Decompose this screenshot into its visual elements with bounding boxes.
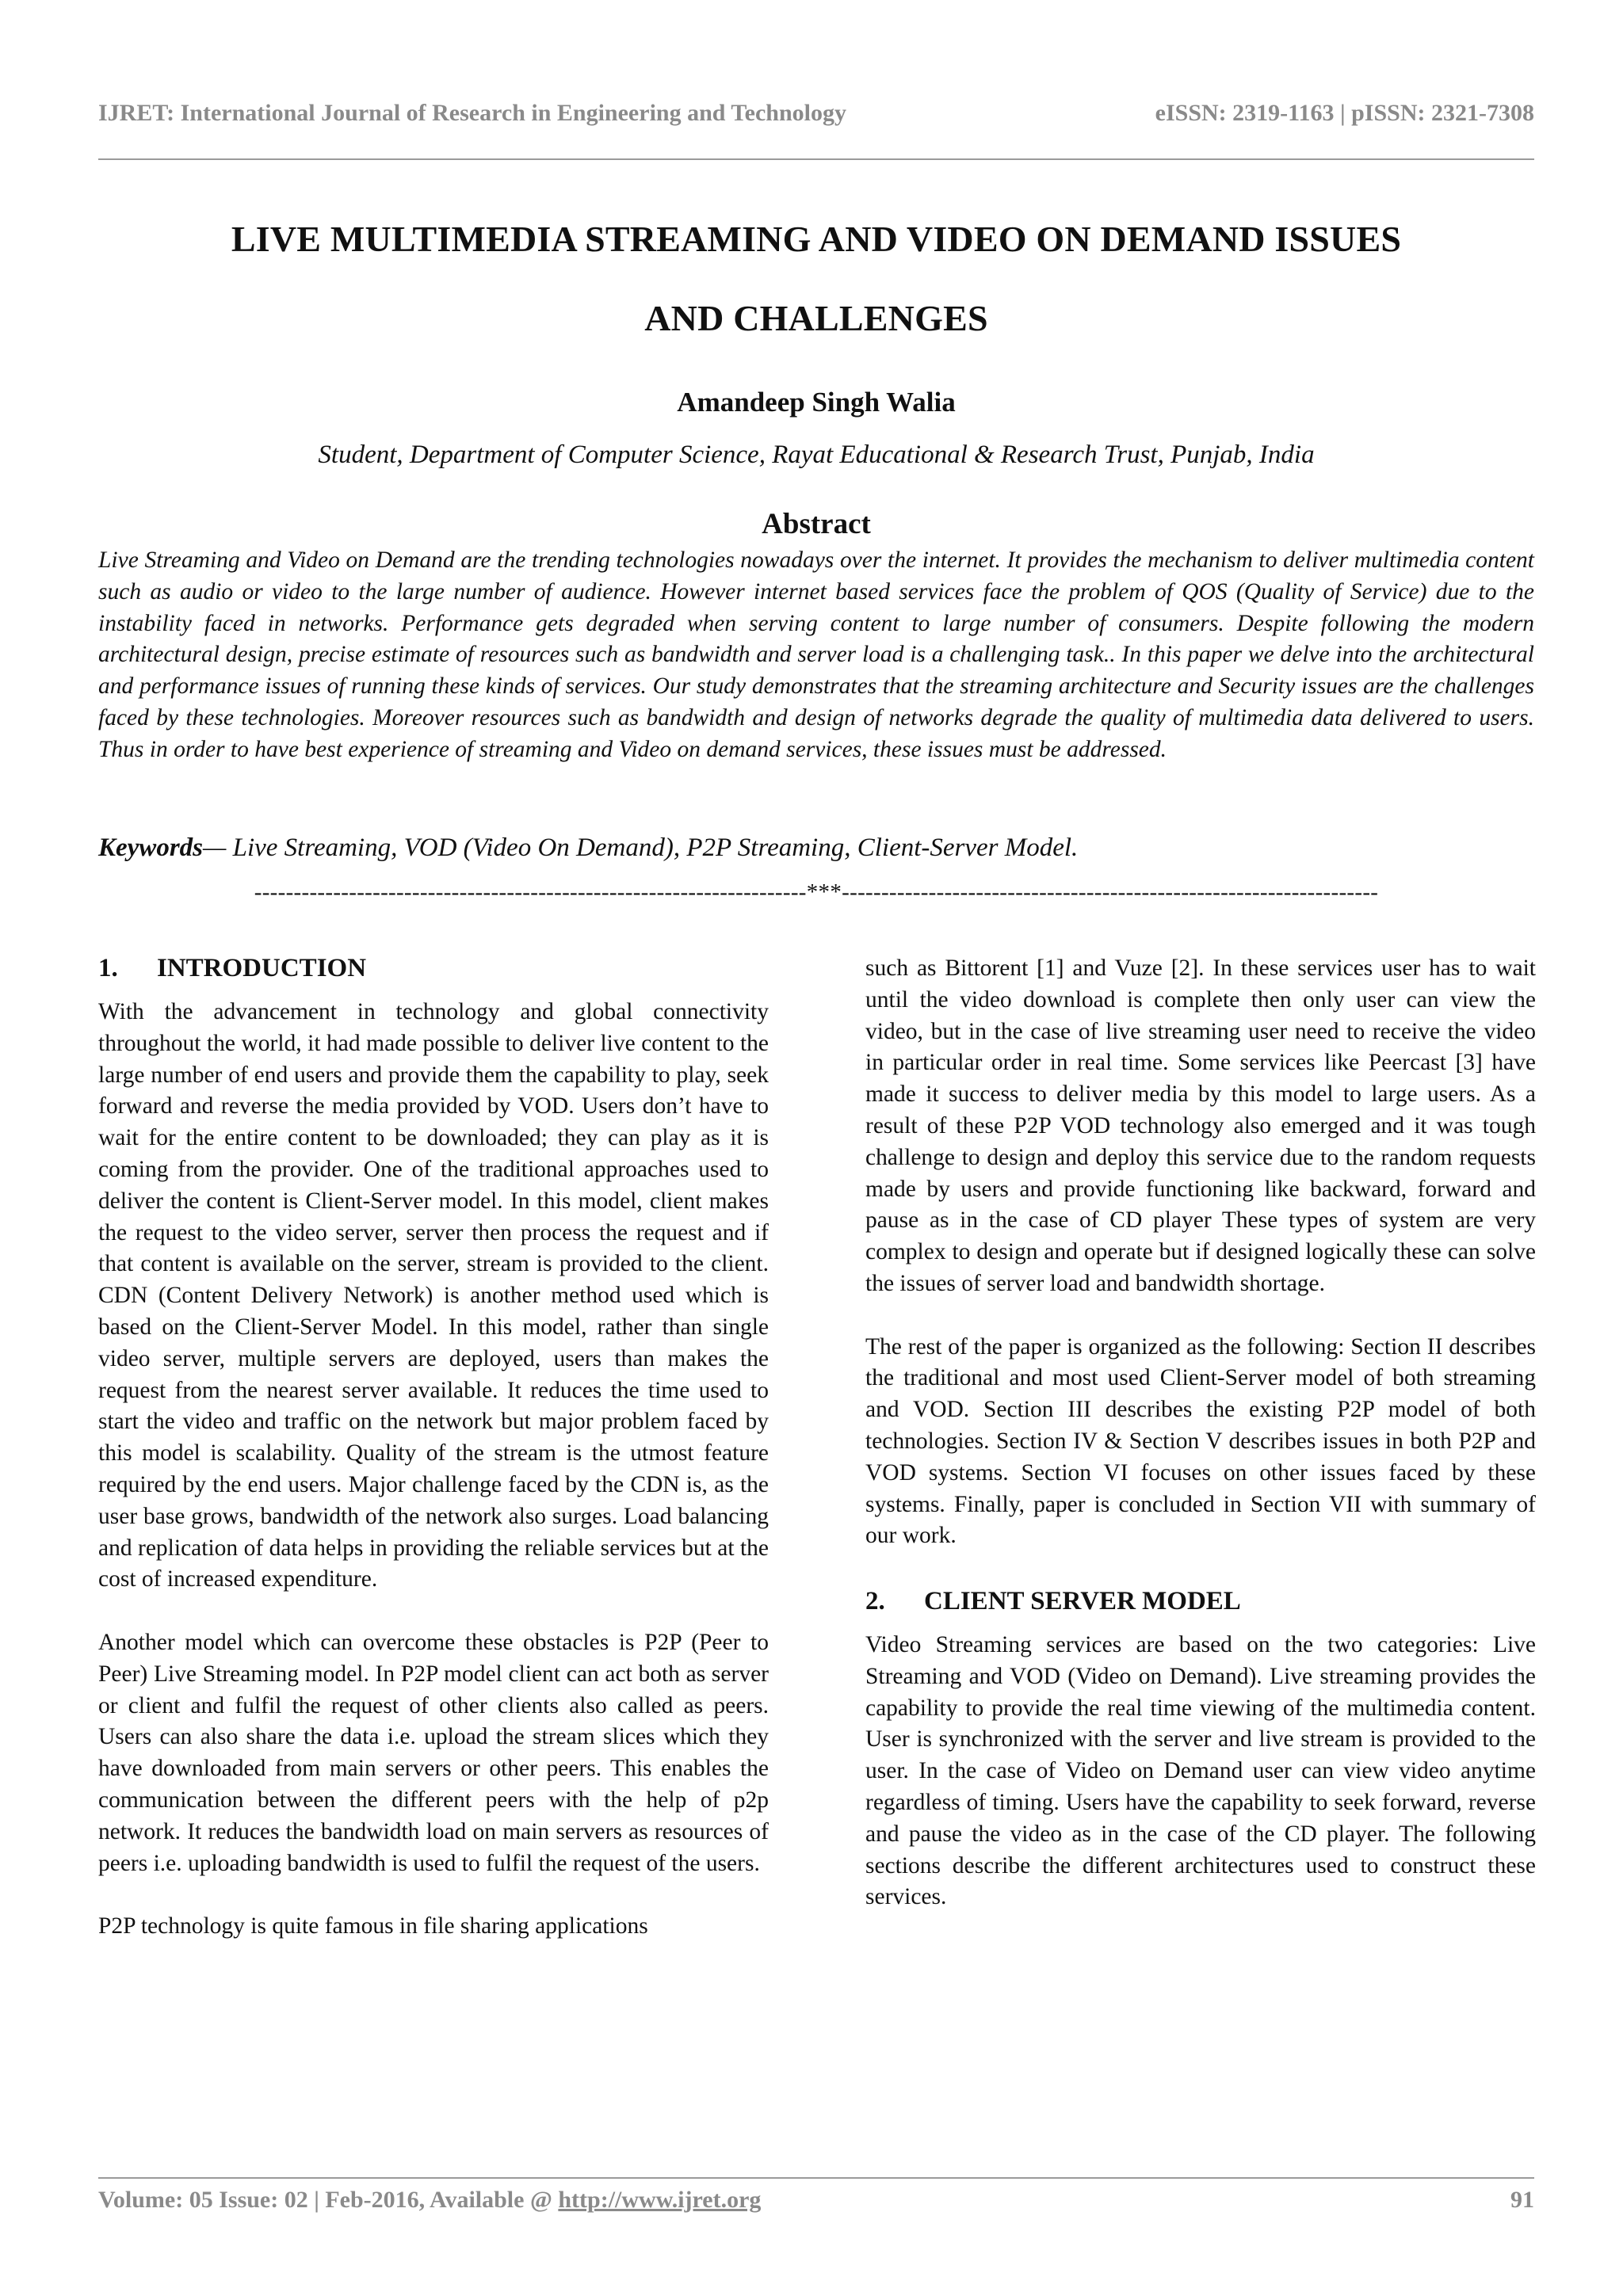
abstract-heading: Abstract bbox=[762, 508, 871, 540]
intro-paragraph-3: P2P technology is quite famous in file sharing applications bbox=[98, 1913, 648, 1939]
intro-paragraph-4: such as Bittorent [1] and Vuze [2]. In these services user has to wait until the video download is complete then only user can view the video, but in the case of live streaming user need to receive the video in particular order in real time. Some services like Peercast [3] have made it success to deliver media by this model to large users. As a result of these P2P VOD technology also emerged and it was tough challenge to design and deploy this service due to the random requests made by users and provide functioning like backward, forward and pause as in the case of CD player These types of system are very complex to design and operate but if designed logically these can solve the issues of server load and bandwidth shortage. bbox=[865, 955, 1536, 1296]
footer-volume bbox=[98, 2187, 761, 2214]
title-line-2: AND CHALLENGES bbox=[644, 298, 988, 338]
section-1-title: INTRODUCTION bbox=[157, 954, 367, 982]
intro-paragraph-2: Another model which can overcome these obstacles is P2P (Peer to Peer) Live Streaming model. In P2P model client can act both as server or client and fulfil the request of other clients also called as peers. Users can also share the data i.e. upload the stream slices which they have downloaded from main servers or other peers. This enables the communication between the different peers with the help of p2p network. It reduces the bandwidth load on main servers as resources of peers i.e. uploading bandwidth is used to fulfil the request of the users. bbox=[98, 1629, 769, 1876]
title-line-1: LIVE MULTIMEDIA STREAMING AND VIDEO ON DEMAND ISSUES bbox=[231, 219, 1402, 259]
footer-volume-text: Volume: 05 Issue: 02 | Feb-2016, Available @ bbox=[98, 2187, 559, 2213]
intro-paragraph-5: The rest of the paper is organized as the following: Section II describes the traditional and most used Client-Server model of both streaming and VOD. Section III describes the existing P2P model of both technologies. Section IV & Section V describes issues in both P2P and VOD systems. Section VI focuses on other issues faced by these systems. Finally, paper is concluded in Section VII with summary of our work. bbox=[865, 1333, 1536, 1549]
left-column bbox=[98, 951, 769, 1974]
running-header bbox=[98, 100, 1534, 127]
abstract-text: Live Streaming and Video on Demand are the trending technologies nowadays over the internet. It provides the mechanism to deliver multimedia content such as audio or video to the large number of audience. However internet based services face the problem of QOS (Quality of Service) due to the instability faced in networks. Performance gets degraded when serving content to large number of consumers. Despite following the modern architectural design, precise estimate of resources such as bandwidth and server load is a challenging task.. In this paper we delve into the architectural and performance issues of running these kinds of services. Our study demonstrates that the streaming architecture and Security issues are the challenges faced by these technologies. Moreover resources such as bandwidth and design of networks degrade the quality of multimedia data delivered to users. Thus in order to have best experience of streaming and Video on demand services, these issues must be addressed. bbox=[98, 547, 1534, 762]
footer-rule bbox=[98, 2177, 1534, 2179]
header-rule bbox=[98, 158, 1534, 160]
keywords bbox=[98, 833, 1534, 863]
right-column bbox=[865, 953, 1536, 1945]
author-affiliation: Student, Department of Computer Science, Rayat Educational & Research Trust, Punjab, India bbox=[318, 441, 1315, 469]
issn: eISSN: 2319-1163 | pISSN: 2321-7308 bbox=[1155, 100, 1534, 126]
paper-title bbox=[98, 200, 1534, 358]
client-server-paragraph: Video Streaming services are based on the two categories: Live Streaming and VOD (Video on Demand). Live streaming provides the capability to provide the real time viewing of the multimedia content. User is synchronized with the server and live stream is provided to the user. In the case of Video on Demand user can view video anytime regardless of timing. Users have the capability to seek forward, reverse and pause the video as in the case of the CD player. The following sections describe the different architectures used to construct these services. bbox=[865, 1631, 1536, 1910]
journal-link[interactable]: http://www.ijret.org bbox=[558, 2187, 762, 2213]
journal-name: IJRET: International Journal of Research in Engineering and Technology bbox=[98, 100, 847, 126]
keywords-text: — Live Streaming, VOD (Video On Demand), P2P Streaming, Client-Server Model. bbox=[203, 833, 1079, 862]
page-footer bbox=[98, 2187, 1534, 2214]
section-1-heading bbox=[98, 951, 769, 986]
section-2-title: CLIENT SERVER MODEL bbox=[924, 1586, 1241, 1615]
section-1-number: 1. bbox=[98, 954, 118, 982]
intro-paragraph-1: With the advancement in technology and global connectivity throughout the world, it had made possible to deliver live content to the large number of end users and provide them the capability to play, seek forward and reverse the media provided by VOD. Users don’t have to wait for the entire content to be downloaded; they can play as it is coming from the provider. One of the traditional approaches used to deliver the content is Client-Server model. In this model, client makes the request to the video server, server then process the request and if that content is available on the server, stream is provided to the client. CDN (Content Delivery Network) is another method used which is based on the Client-Server Model. In this model, rather than single video server, multiple servers are deployed, users than makes the request from the nearest server available. It reduces the time used to start the video and traffic on the network but major problem faced by this model is scalability. Quality of the stream is the utmost feature required by the end users. Major challenge faced by the CDN is, as the user base grows, bandwidth of the network also surges. Load balancing and replication of data helps in providing the reliable services but at the cost of increased expenditure. bbox=[98, 999, 769, 1592]
keywords-label: Keywords bbox=[98, 833, 203, 862]
page-number: 91 bbox=[1510, 2187, 1534, 2213]
section-2-heading bbox=[865, 1584, 1536, 1619]
section-separator: ----------------------------------------------------------------------***-------------------------------------------------------------------- bbox=[254, 879, 1379, 905]
author-name: Amandeep Singh Walia bbox=[677, 387, 956, 418]
section-2-number: 2. bbox=[865, 1586, 885, 1615]
